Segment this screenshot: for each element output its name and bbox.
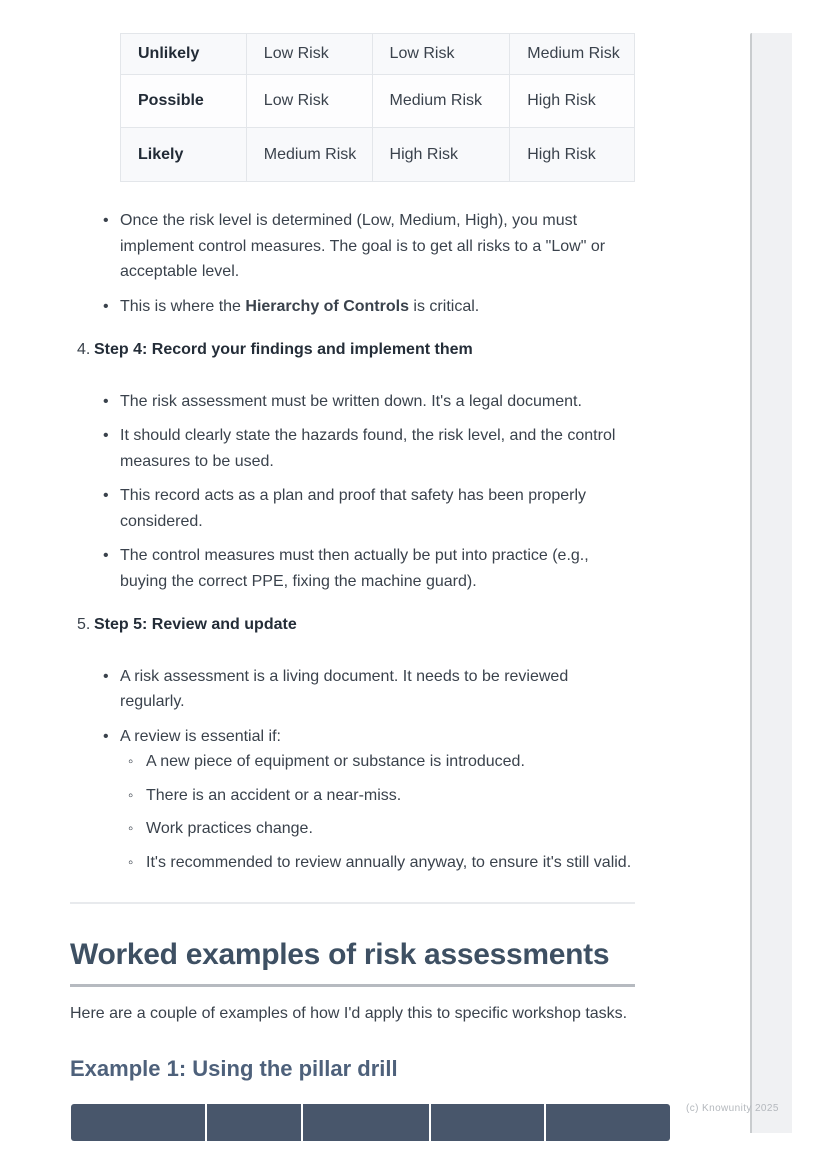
risk-cell: Medium Risk xyxy=(246,128,372,182)
scrollbar-track[interactable] xyxy=(750,33,792,1133)
step-number: 5. xyxy=(77,616,91,633)
sub-bullet-item: ◦ There is an accident or a near-miss. xyxy=(120,783,635,809)
risk-notes-list xyxy=(70,208,635,319)
risk-cell: Low Risk xyxy=(246,75,372,128)
risk-cell: High Risk xyxy=(510,128,635,182)
table-header-cell xyxy=(546,1104,670,1141)
section-heading: Worked examples of risk assessments xyxy=(70,938,610,971)
step-5-list xyxy=(70,664,635,876)
risk-cell: High Risk xyxy=(372,128,510,182)
step-title: Step 4: Record your findings and implement them xyxy=(94,341,473,358)
bullet-text: This is where the xyxy=(120,297,246,315)
example1-table-header-row xyxy=(71,1104,670,1141)
bullet-item: • It should clearly state the hazards found, the risk level, and the control measures to be used. xyxy=(70,423,635,474)
sub-bullet-item: ◦ A new piece of equipment or substance is introduced. xyxy=(120,749,635,775)
table-header-cell xyxy=(431,1104,544,1141)
step-title: Step 5: Review and update xyxy=(94,616,297,633)
bullet-item xyxy=(70,294,635,320)
review-conditions-list xyxy=(120,749,635,875)
bullet-item: • The control measures must then actually be put into practice (e.g., buying the correct PPE, fixing the machine guard). xyxy=(70,543,635,594)
bullet-text: is critical. xyxy=(408,297,480,315)
bullet-item: • This record acts as a plan and proof that safety has been properly considered. xyxy=(70,483,635,534)
bullet-item: • A risk assessment is a living document. It needs to be reviewed regularly. xyxy=(70,664,635,715)
section-divider xyxy=(70,902,635,904)
sub-bullet-item: ◦ Work practices change. xyxy=(120,816,635,842)
risk-row-label: Possible xyxy=(121,75,247,128)
risk-matrix-table xyxy=(120,33,635,182)
step-number: 4. xyxy=(77,341,91,358)
step-4-list xyxy=(70,389,635,595)
table-header-cell xyxy=(71,1104,205,1141)
example-1-heading: Example 1: Using the pillar drill xyxy=(70,1056,398,1081)
document-content xyxy=(70,0,635,1141)
bullet-item xyxy=(70,724,635,876)
section-intro-paragraph: Here are a couple of examples of how I'd apply this to specific workshop tasks. xyxy=(70,1005,628,1022)
table-row xyxy=(121,34,635,75)
table-row xyxy=(121,75,635,128)
table-header-cell xyxy=(303,1104,429,1141)
bullet-item: • Once the risk level is determined (Low, Medium, High), you must implement control measures. The goal is to get all risks to a "Low" or acceptable level. xyxy=(70,208,635,285)
risk-cell: Low Risk xyxy=(246,34,372,75)
risk-cell: Low Risk xyxy=(372,34,510,75)
table-row xyxy=(121,128,635,182)
bullet-item: • The risk assessment must be written down. It's a legal document. xyxy=(70,389,635,415)
risk-cell: Medium Risk xyxy=(510,34,635,75)
bullet-text-bold: Hierarchy of Controls xyxy=(245,297,409,315)
step-4-heading xyxy=(70,337,635,363)
table-header-cell xyxy=(207,1104,301,1141)
risk-cell: Medium Risk xyxy=(372,75,510,128)
heading-underline xyxy=(70,984,635,987)
risk-row-label: Unlikely xyxy=(121,34,247,75)
risk-row-label: Likely xyxy=(121,128,247,182)
bullet-text: A review is essential if: xyxy=(120,727,281,745)
sub-bullet-item: ◦ It's recommended to review annually anyway, to ensure it's still valid. xyxy=(120,850,635,876)
step-5-heading xyxy=(70,612,635,638)
risk-cell: High Risk xyxy=(510,75,635,128)
watermark: (c) Knowunity 2025 xyxy=(686,1103,779,1114)
